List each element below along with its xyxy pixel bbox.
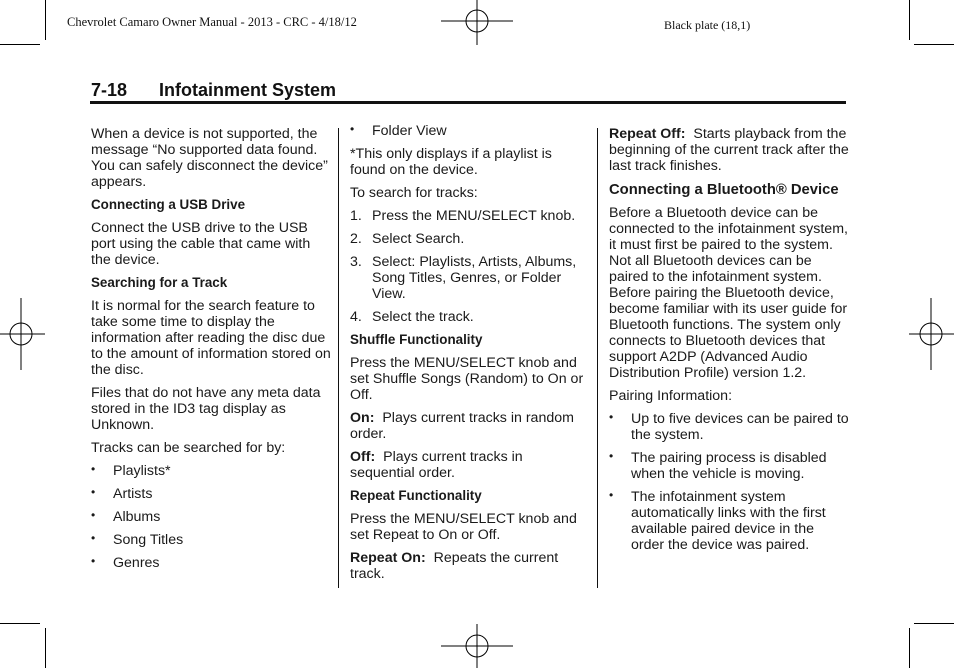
list-item: • Folder View	[350, 122, 447, 139]
registration-mark-right-icon	[909, 298, 954, 370]
plate-info-header: Black plate (18,1)	[664, 18, 751, 32]
shuffle-heading: Shuffle Functionality	[350, 332, 483, 347]
repeat-on-paragraph: Repeat On: Repeats the current track.	[350, 550, 559, 582]
crop-mark-top-right-h	[914, 44, 954, 45]
search-paragraph-1: It is normal for the search feature to take some time to display the information after reading the disc due to the amount of information stored on the disc.	[91, 298, 331, 378]
column-2	[350, 123, 590, 589]
page-number: 7-18	[91, 80, 128, 100]
playlist-note: *This only displays if a playlist is found on the device.	[350, 146, 552, 178]
repeat-off-paragraph: Repeat Off: Starts playback from the beginning of the current track after the last track finishes.	[609, 126, 849, 174]
bullet-icon: •	[609, 410, 614, 424]
list-item: • Artists	[91, 485, 153, 502]
shuffle-off-paragraph: Off: Plays current tracks in sequential order.	[350, 449, 523, 481]
column-divider-1	[338, 128, 339, 588]
heading-rule	[90, 101, 846, 104]
registration-mark-bottom-icon	[441, 624, 513, 668]
registration-mark-top-icon	[441, 0, 513, 45]
column-divider-2	[597, 128, 598, 588]
crop-mark-top-left-v	[45, 0, 46, 40]
bluetooth-heading: Connecting a Bluetooth® Device	[609, 182, 839, 198]
registration-mark-left-icon	[0, 298, 45, 370]
shuffle-paragraph: Press the MENU/SELECT knob and set Shuffle Songs (Random) to On or Off.	[350, 355, 584, 403]
bullet-icon: •	[91, 554, 96, 568]
list-item: • The infotainment system automatically links with the first available paired device in the order the device was paired.	[609, 488, 826, 553]
repeat-paragraph: Press the MENU/SELECT knob and set Repeat to On or Off.	[350, 511, 577, 543]
crop-mark-top-right-v	[909, 0, 910, 40]
list-item: • Playlists*	[91, 462, 171, 479]
bullet-icon: •	[91, 462, 96, 476]
crop-mark-bottom-right-v	[909, 628, 910, 668]
step-item: 4. Select the track.	[350, 309, 474, 325]
bullet-icon: •	[91, 531, 96, 545]
search-paragraph-3: Tracks can be searched for by:	[91, 440, 286, 456]
section-heading	[91, 80, 846, 102]
step-item: 1. Press the MENU/SELECT knob.	[350, 208, 576, 224]
list-item: • Albums	[91, 508, 161, 525]
bullet-icon: •	[350, 122, 355, 136]
crop-mark-top-left-h	[0, 44, 40, 45]
unsupported-device-paragraph: When a device is not supported, the message “No supported data found. You can safely disconnect the device” appears.	[91, 126, 328, 190]
repeat-heading: Repeat Functionality	[350, 488, 482, 503]
list-item: • The pairing process is disabled when the vehicle is moving.	[609, 449, 827, 482]
list-item: • Song Titles	[91, 531, 184, 548]
bullet-icon: •	[91, 485, 96, 499]
shuffle-on-paragraph: On: Plays current tracks in random order.	[350, 410, 574, 442]
usb-heading: Connecting a USB Drive	[91, 197, 246, 212]
step-item: 3. Select: Playlists, Artists, Albums, Song Titles, Genres, or Folder View.	[350, 254, 577, 302]
step-item: 2. Select Search.	[350, 231, 465, 247]
section-title: Infotainment System	[159, 80, 337, 100]
crop-mark-bottom-left-v	[45, 628, 46, 668]
column-3	[609, 126, 849, 560]
crop-mark-bottom-right-h	[914, 623, 954, 624]
search-intro: To search for tracks:	[350, 185, 478, 201]
bluetooth-paragraph: Before a Bluetooth device can be connected to the infotainment system, it must first be paired to the system. Not all Bluetooth devices can be paired to the infotainment system. Before pairing the Bluetooth device, become familiar with its user guide for Bluetooth functions. The system only connects to Bluetooth devices that support A2DP (Advanced Audio Distribution Profile) version 1.2.	[609, 205, 848, 381]
column-1	[91, 126, 331, 578]
crop-mark-bottom-left-h	[0, 623, 40, 624]
search-paragraph-2: Files that do not have any meta data stored in the ID3 tag display as Unknown.	[91, 385, 321, 433]
bullet-icon: •	[609, 488, 614, 502]
usb-paragraph: Connect the USB drive to the USB port using the cable that came with the device.	[91, 220, 311, 268]
search-heading: Searching for a Track	[91, 275, 228, 290]
list-item: • Genres	[91, 554, 160, 571]
pairing-intro: Pairing Information:	[609, 388, 733, 404]
bullet-icon: •	[91, 508, 96, 522]
manual-info-header: Chevrolet Camaro Owner Manual - 2013 - CRC - 4/18/12	[67, 15, 357, 29]
bullet-icon: •	[609, 449, 614, 463]
list-item: • Up to five devices can be paired to the system.	[609, 410, 849, 443]
